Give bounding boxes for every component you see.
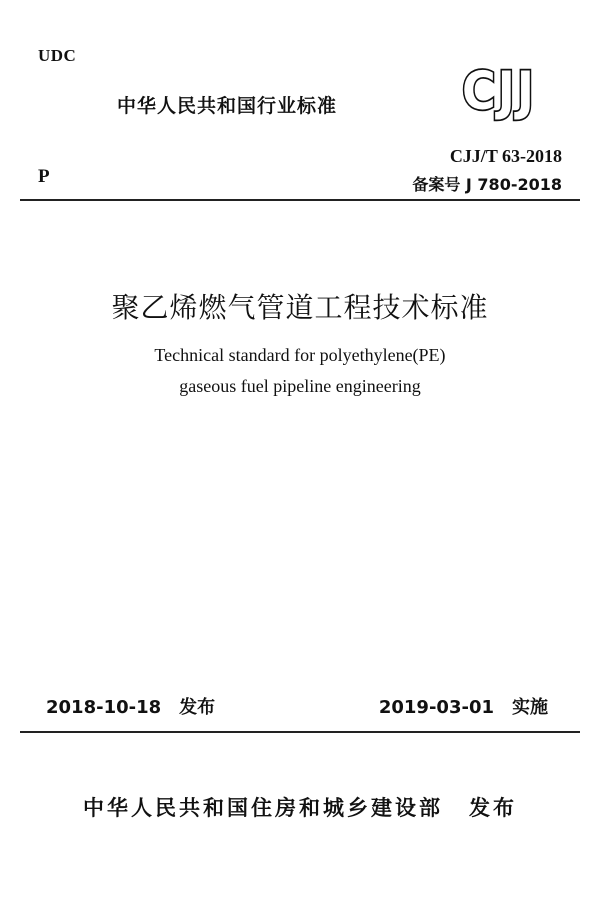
publisher-block [0, 792, 600, 822]
record-number: 备案号 J 780-2018 [412, 175, 562, 194]
standard-category: 中华人民共和国行业标准 [117, 95, 338, 117]
bottom-divider [20, 731, 580, 733]
issue-date: 2018-10-18 [46, 697, 162, 718]
title-chinese: 聚乙烯燃气管道工程技术标准 [111, 291, 489, 324]
top-divider [20, 199, 580, 201]
standard-code: CJJ/T 63-2018 [449, 146, 562, 166]
udc-label: UDC [38, 46, 77, 65]
publish-label: 发布 [469, 796, 517, 820]
implement-label: 实施 [512, 697, 548, 718]
publisher-name: 中华人民共和国住房和城乡建设部 [83, 796, 443, 820]
classification-letter: P [38, 166, 50, 187]
title-english-line2: gaseous fuel pipeline engineering [179, 376, 421, 396]
issue-date-block [46, 693, 215, 719]
cjj-logo: CJJ [462, 59, 536, 122]
issue-label: 发布 [179, 697, 216, 718]
implement-date-block [379, 693, 548, 719]
title-english-line1: Technical standard for polyethylene(PE) [154, 345, 446, 365]
implement-date: 2019-03-01 [378, 697, 494, 718]
